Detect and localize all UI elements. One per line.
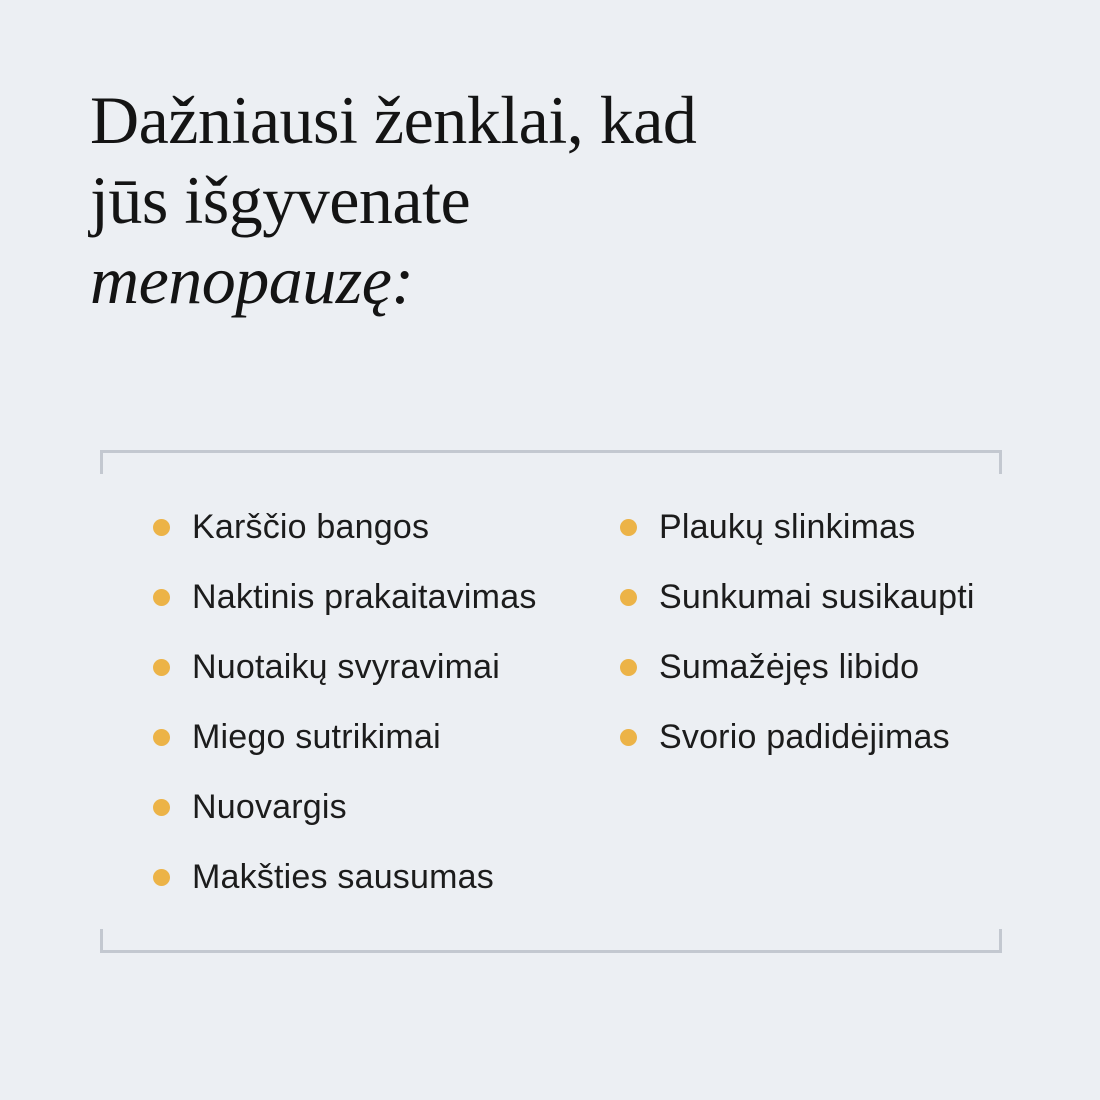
list-item bbox=[153, 577, 537, 616]
dot-icon bbox=[620, 589, 637, 606]
list-item bbox=[153, 717, 537, 756]
dot-icon bbox=[153, 869, 170, 886]
frame-bottom-edge bbox=[100, 929, 1002, 953]
symptom-label: Naktinis prakaitavimas bbox=[192, 577, 537, 616]
dot-icon bbox=[620, 729, 637, 746]
list-item bbox=[153, 647, 537, 686]
list-item bbox=[153, 507, 537, 546]
symptom-label: Sunkumai susikaupti bbox=[659, 577, 975, 616]
list-item bbox=[620, 507, 975, 546]
list-item bbox=[620, 577, 975, 616]
dot-icon bbox=[153, 519, 170, 536]
symptom-label: Nuotaikų svyravimai bbox=[192, 647, 501, 686]
symptom-list-left bbox=[153, 507, 537, 930]
dot-icon bbox=[153, 589, 170, 606]
dot-icon bbox=[153, 659, 170, 676]
title-line-2: jūs išgyvenate bbox=[90, 162, 471, 238]
frame-top-edge bbox=[100, 450, 1002, 474]
list-item bbox=[153, 857, 537, 896]
title-line-3-italic: menopauzę: bbox=[90, 242, 414, 318]
dot-icon bbox=[620, 659, 637, 676]
symptom-label: Plaukų slinkimas bbox=[659, 507, 916, 546]
symptom-label: Sumažėjęs libido bbox=[659, 647, 920, 686]
symptom-list-right bbox=[620, 507, 975, 790]
list-item bbox=[620, 717, 975, 756]
dot-icon bbox=[153, 729, 170, 746]
symptom-label: Karščio bangos bbox=[192, 507, 430, 546]
symptom-label: Miego sutrikimai bbox=[192, 717, 441, 756]
list-item bbox=[153, 787, 537, 826]
page-title bbox=[90, 80, 696, 320]
dot-icon bbox=[153, 799, 170, 816]
dot-icon bbox=[620, 519, 637, 536]
symptom-label: Svorio padidėjimas bbox=[659, 717, 950, 756]
title-line-1: Dažniausi ženklai, kad bbox=[90, 82, 697, 158]
symptom-label: Makšties sausumas bbox=[192, 857, 494, 896]
symptom-label: Nuovargis bbox=[192, 787, 347, 826]
list-item bbox=[620, 647, 975, 686]
